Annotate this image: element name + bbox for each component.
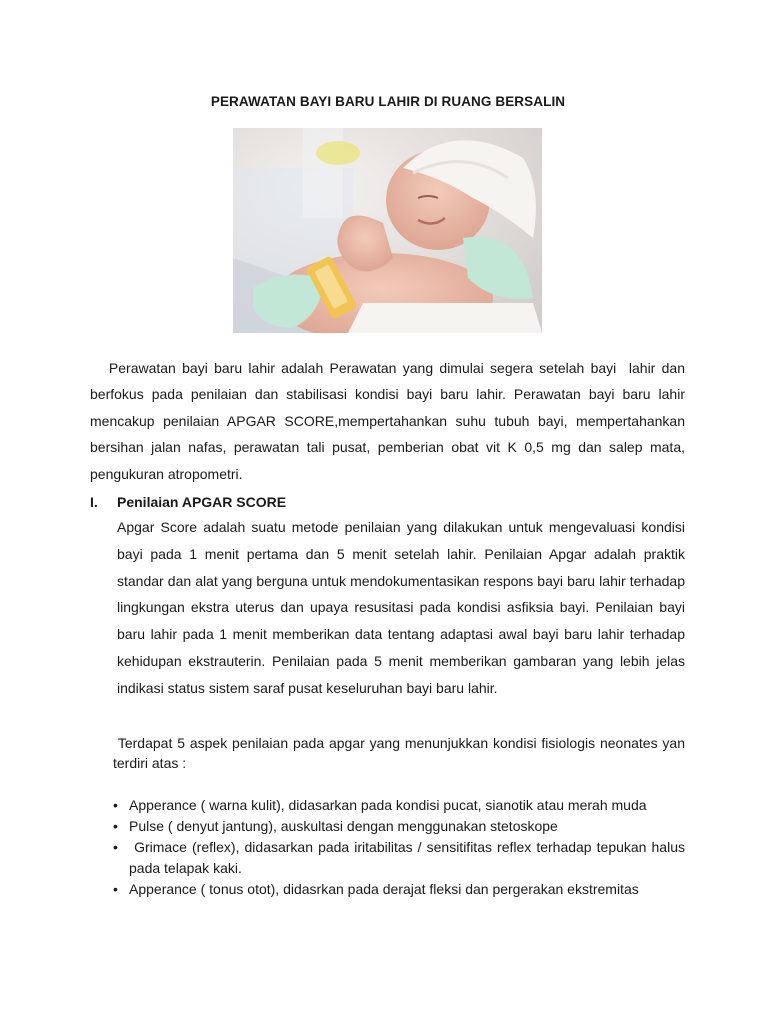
list-item-text: Apperance ( tonus otot), didasrkan pada derajat fleksi dan pergerakan ekstremitas: [129, 881, 639, 897]
list-item-text: Grimace (reflex), didasarkan pada iritabilitas / sensitifitas reflex terhadap tepukan halus pada telapak kaki.: [129, 839, 689, 876]
list-item: [113, 879, 685, 900]
newborn-illustration: [233, 128, 542, 333]
apgar-description-paragraph: Apgar Score adalah suatu metode penilaian yang dilakukan untuk mengevaluasi kondisi bayi pada 1 menit pertama dan 5 menit setelah lahir. Penilaian Apgar adalah praktik standar dan alat yang berguna untuk mendokumentasikan respons bayi baru lahir terhadap lingkungan ekstra uterus dan upaya resusitasi pada kondisi asfiksia bayi. Penilaian bayi baru lahir pada 1 menit memberikan data tentang adaptasi awal bayi baru lahir terhadap kehidupan ekstrauterin. Penilaian pada 5 menit memberikan gambaran yang lebih jelas indikasi status sistem saraf pusat keseluruhan bayi baru lahir.: [117, 519, 685, 696]
aspects-intro-paragraph: Terdapat 5 aspek penilaian pada apgar yang menunjukkan kondisi fisiologis neonates yan terdiri atas :: [113, 735, 689, 771]
bullet-icon: •: [113, 839, 118, 855]
newborn-photo: [233, 128, 542, 333]
list-item-text: Apperance ( warna kulit), didasarkan pada kondisi pucat, sianotik atau merah muda: [129, 797, 647, 813]
bullet-icon: •: [113, 818, 118, 834]
list-item: [113, 837, 689, 879]
bullet-icon: •: [113, 797, 118, 813]
intro-paragraph: Perawatan bayi baru lahir adalah Perawatan yang dimulai segera setelah bayi lahir dan berfokus pada penilaian dan stabilisasi kondisi bayi baru lahir. Perawatan bayi baru lahir mencakup penilaian APGAR SCORE,mempertahankan suhu tubuh bayi, mempertahankan bersihan jalan nafas, perawatan tali pusat, pemberian obat vit K 0,5 mg dan salep mata, pengukuran atropometri.: [90, 360, 689, 482]
bullet-icon: •: [113, 881, 118, 897]
list-item: [113, 816, 685, 837]
list-item-text: Pulse ( denyut jantung), auskultasi dengan menggunakan stetoskope: [129, 818, 558, 834]
aspects-list: [113, 795, 689, 900]
list-item: [113, 795, 685, 816]
section-number: I.: [90, 494, 98, 510]
document-title: PERAWATAN BAYI BARU LAHIR DI RUANG BERSALIN: [210, 94, 566, 109]
section-title: Penilaian APGAR SCORE: [117, 494, 287, 510]
